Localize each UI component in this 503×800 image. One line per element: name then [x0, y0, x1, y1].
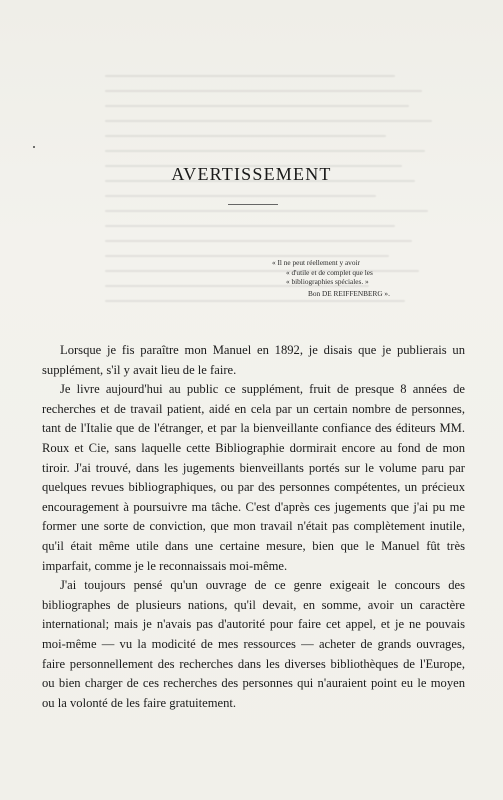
- epigraph-line: « Il ne peut réellement y avoir: [272, 258, 360, 267]
- body-text: [42, 341, 465, 713]
- paragraph: J'ai toujours pensé qu'un ouvrage de ce genre exigeait le concours des bibliographes de plusieurs nations, qu'il devait, en somme, avoir un caractère international; mais je n'avais pas d'autorité pour faire cet appel, et je ne pouvais moi-même — vu la modicité de mes ressources — acheter de grands ouvrages, faire personnellement des recherches dans les diverses bibliothèques de l'Europe, ou bien charger de ces recherches des personnes qui n'auraient point eu le moyen ou la volonté de les faire gratuitement.: [42, 578, 465, 710]
- paragraph: Lorsque je fis paraître mon Manuel en 1892, je disais que je publierais un supplément, s'il y avait lieu de le faire.: [42, 343, 465, 377]
- epigraph-author: Bon DE REIFFENBERG ».: [308, 288, 390, 298]
- paragraph: Je livre aujourd'hui au public ce supplément, fruit de presque 8 années de recherches et de travail patient, aidé en cela par un certain nombre de personnes, tant de l'Italie que de l'étranger, et par la bienveillante confiance des éditeurs MM. Roux et Cie, sans laquelle cette Bibliographie dormirait encore au fond de mon tiroir. J'ai trouvé, dans les jugements bienveillants portés sur le volume paru par quelques revues bibliographiques, ou par des personnes compétentes, un précieux encouragement à poursuivre ma tâche. C'est d'après ces jugements que j'ai pu me former une sorte de conviction, que mon travail n'était pas complètement inutile, qu'il était même utile dans une certaine mesure, bien que le Manuel fût très imparfait, comme je le reconnaissais moi-même.: [42, 382, 465, 573]
- page-title: AVERTISSEMENT: [171, 164, 332, 184]
- epigraph-line: « bibliographies spéciales. »: [286, 277, 369, 286]
- ink-speck: [33, 146, 35, 148]
- epigraph-line: « d'utile et de complet que les: [286, 267, 373, 277]
- epigraph: [272, 258, 432, 298]
- title-rule: [228, 204, 278, 205]
